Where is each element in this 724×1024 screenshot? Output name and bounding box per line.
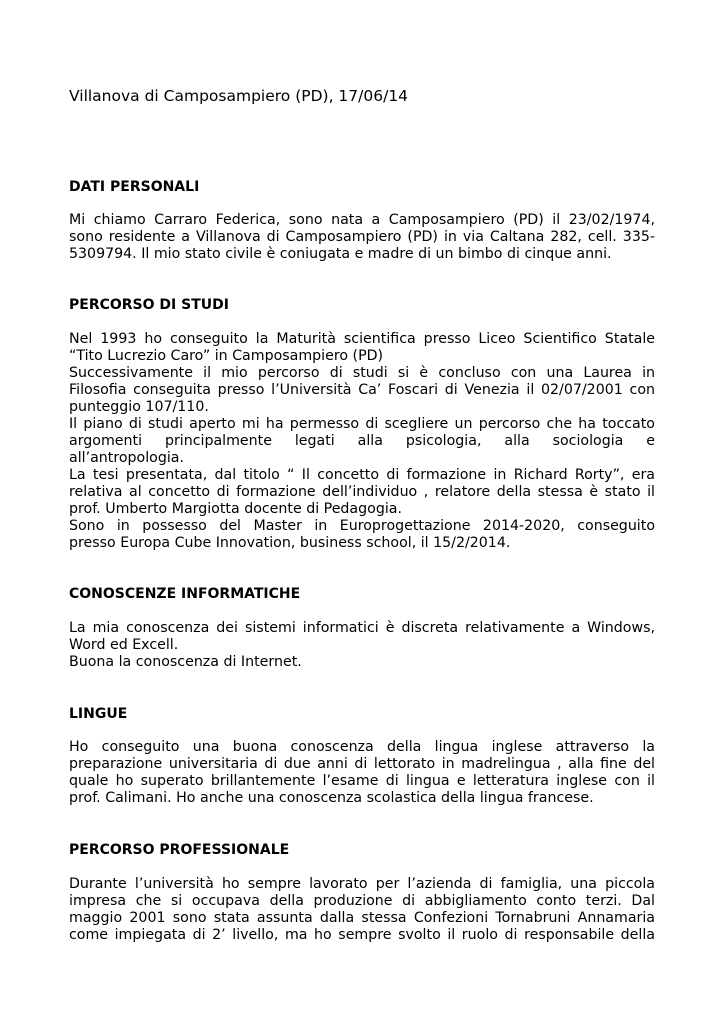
place-date-line: Villanova di Camposampiero (PD), 17/06/14 [69,87,409,105]
section-title-lingue: LINGUE [69,706,128,722]
paragraph-conoscenze-informatiche [69,620,655,671]
text-line: come impiegata di 2’ livello, ma ho sempre svolto il ruolo di responsabile della [69,927,655,943]
paragraph-lingue [69,739,655,807]
section-title-percorso-professionale: PERCORSO PROFESSIONALE [69,842,290,858]
text-line: all’antropologia. [69,450,184,466]
text-line: Filosofia conseguita presso l’Università Ca’ Foscari di Venezia il 02/07/2001 con [69,382,655,398]
text-line: punteggio 107/110. [69,399,209,415]
text-line: 5309794. Il mio stato civile è coniugata e madre di un bimbo di cinque anni. [69,246,612,262]
text-line: relativa al concetto di formazione dell’individuo , relatore della stessa è stato il [69,484,655,500]
text-line: Word ed Excell. [69,637,179,653]
text-line: argomenti principalmente legati alla psicologia, alla sociologia e [69,433,655,449]
text-line: sono residente a Villanova di Camposampiero (PD) in via Caltana 282, cell. 335- [69,229,655,245]
section-title-conoscenze-informatiche: CONOSCENZE INFORMATICHE [69,586,301,602]
text-line: “Tito Lucrezio Caro” in Camposampiero (PD) [69,348,384,364]
text-line: Il piano di studi aperto mi ha permesso di scegliere un percorso che ha toccato [69,416,655,432]
text-line: preparazione universitaria di due anni di lettorato in madrelingua , alla fine del [69,756,655,772]
text-line: maggio 2001 sono stata assunta dalla stessa Confezioni Tornabruni Annamaria [69,910,655,926]
text-line: prof. Calimani. Ho anche una conoscenza scolastica della lingua francese. [69,790,594,806]
text-line: presso Europa Cube Innovation, business school, il 15/2/2014. [69,535,511,551]
paragraph-dati-personali [69,212,655,263]
text-line: La tesi presentata, dal titolo “ Il concetto di formazione in Richard Rorty”, era [69,467,655,483]
text-line: La mia conoscenza dei sistemi informatici è discreta relativamente a Windows, [69,620,655,636]
text-line: Durante l’università ho sempre lavorato per l’azienda di famiglia, una piccola [69,876,655,892]
text-line: impresa che si occupava della produzione di abbigliamento conto terzi. Dal [69,893,655,909]
text-line: prof. Umberto Margiotta docente di Pedagogia. [69,501,402,517]
text-line: Successivamente il mio percorso di studi si è concluso con una Laurea in [69,365,655,381]
section-title-dati-personali: DATI PERSONALI [69,179,200,195]
text-line: quale ho superato brillantemente l’esame di lingua e letteratura inglese con il [69,773,655,789]
text-line: Nel 1993 ho conseguito la Maturità scientifica presso Liceo Scientifico Statale [69,331,655,347]
text-line: Ho conseguito una buona conoscenza della lingua inglese attraverso la [69,739,655,755]
paragraph-percorso-studi [69,331,655,552]
text-line: Sono in possesso del Master in Europrogettazione 2014-2020, conseguito [69,518,655,534]
paragraph-percorso-professionale [69,876,655,944]
text-line: Buona la conoscenza di Internet. [69,654,302,670]
section-title-percorso-studi: PERCORSO DI STUDI [69,297,229,313]
text-line: Mi chiamo Carraro Federica, sono nata a Camposampiero (PD) il 23/02/1974, [69,212,655,228]
